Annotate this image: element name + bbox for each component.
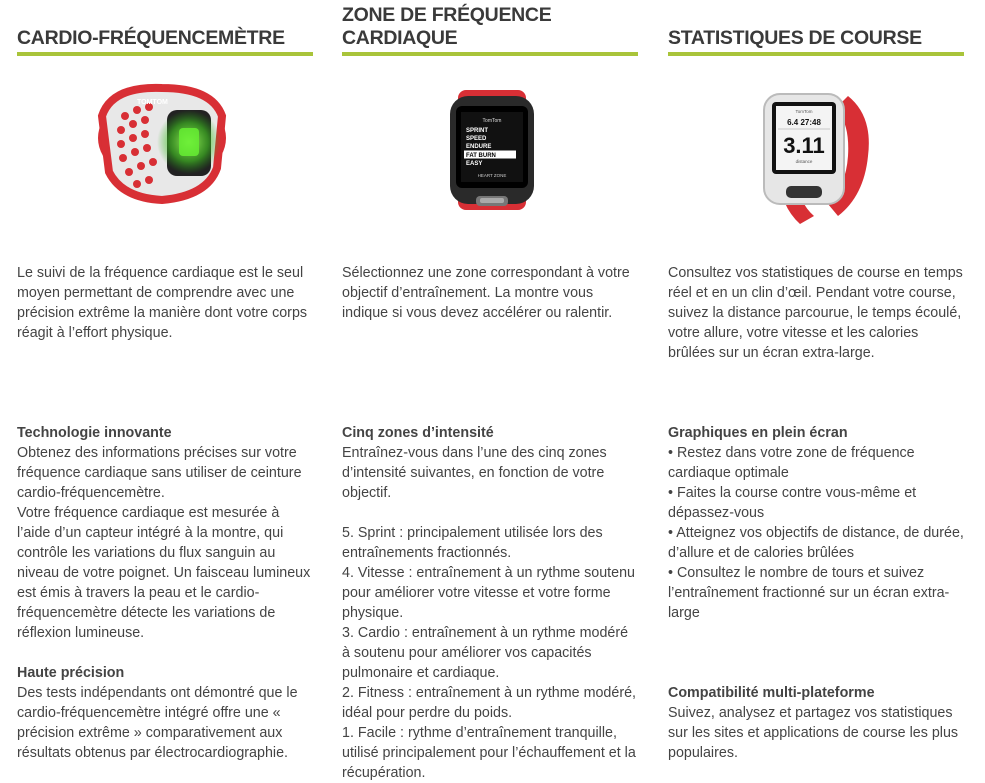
section-title: Technologie innovante — [17, 425, 172, 441]
zone-sprint: SPRINT — [466, 128, 489, 134]
section-innovative-tech — [17, 423, 313, 643]
watch3-top-readout: 6.4 27:48 — [787, 118, 821, 127]
section-line: Entraînez-vous dans l’une des cinq zones d’intensité suivantes, en fonction de votre objectif. — [342, 445, 607, 501]
section-line: Des tests indépendants ont démontré que le cardio-fréquencemètre intégré offre une « précision extrême » comparativement aux résultats obtenus par électrocardiographie. — [17, 685, 298, 761]
section-five-zones — [342, 423, 638, 783]
section-line: Obtenez des informations précises sur votre fréquence cardiaque sans utiliser de ceinture cardio-fréquencemètre. — [17, 445, 302, 501]
heading-underline — [342, 52, 638, 56]
heading-underline — [668, 52, 964, 56]
section-title: Graphiques en plein écran — [668, 425, 848, 441]
column-heading: ZONE DE FRÉQUENCE CARDIAQUE — [342, 4, 552, 49]
section-line: 5. Sprint : principalement utilisée lors des entraînements fractionnés. — [342, 525, 603, 561]
section-line: • Faites la course contre vous-même et dépassez-vous — [668, 485, 917, 521]
watch3-brand: TomTom — [795, 109, 813, 114]
watch2-footer: HEART ZONE — [477, 173, 507, 178]
section-line: 1. Facile : rythme d’entraînement tranquille, utilisé principalement pour l’échauffement et la récupération. — [342, 725, 636, 781]
section-high-precision — [17, 663, 313, 763]
section-line: Votre fréquence cardiaque est mesurée à l’aide d’un capteur intégré à la montre, qui contrôle les variations du flux sanguin au niveau de votre poignet. Un faisceau lumineux est émis à travers la peau et le cardio-fréquencemètre détecte les variations de réflexion lumineuse. — [17, 505, 311, 641]
watch2-brand: TomTom — [482, 118, 502, 124]
column-intro: Consultez vos statistiques de course en temps réel et en un clin d’œil. Pendant votre course, suivez la distance parcourue, le temps écoulé, votre allure, votre vitesse et les calories brûlées sur un écran extra-large. — [668, 265, 963, 361]
section-line: 4. Vitesse : entraînement à un rythme soutenu pour améliorer votre vitesse et votre forme physique. — [342, 565, 635, 621]
watch3-big-readout: 3.11 — [783, 133, 825, 158]
section-line: • Consultez le nombre de tours et suivez l’entraînement fractionné sur un écran extra-large — [668, 565, 950, 621]
watch3-unit: distance — [795, 159, 813, 164]
section-title: Cinq zones d’intensité — [342, 425, 494, 441]
watch-image-stats — [668, 76, 964, 236]
section-line: • Atteignez vos objectifs de distance, de durée, d’allure et de calories brûlées — [668, 525, 964, 561]
section-line: • Restez dans votre zone de fréquence cardiaque optimale — [668, 445, 915, 481]
watch-image-sensor — [17, 76, 313, 236]
zone-fat-burn: FAT BURN — [466, 153, 496, 159]
column-intro: Le suivi de la fréquence cardiaque est le seul moyen permettant de comprendre avec une précision extrême la manière dont votre corps réagit à l’effort physique. — [17, 265, 308, 341]
column-intro: Sélectionnez une zone correspondant à votre objectif d’entraînement. La montre vous indique si vous devez accélérer ou ralentir. — [342, 265, 630, 321]
heading-underline — [17, 52, 313, 56]
watch-image-zones — [342, 76, 638, 236]
watch1-brand: TOMTOM — [137, 99, 168, 106]
section-multi-platform — [668, 683, 964, 763]
zone-speed: SPEED — [466, 136, 487, 142]
column-heading: STATISTIQUES DE COURSE — [668, 27, 922, 49]
section-title: Haute précision — [17, 665, 125, 681]
section-line: 3. Cardio : entraînement à un rythme modéré à soutenu pour améliorer vos capacités pulmonaire et cardiaque. — [342, 625, 629, 681]
zone-easy: EASY — [466, 161, 483, 167]
zone-endure: ENDURE — [466, 144, 492, 150]
section-line: Suivez, analysez et partagez vos statistiques sur les sites et applications de course les plus populaires. — [668, 705, 959, 761]
section-line: 2. Fitness : entraînement à un rythme modéré, idéal pour perdre du poids. — [342, 685, 637, 721]
section-full-screen-graphs — [668, 423, 964, 623]
column-heading: CARDIO-FRÉQUENCEMÈTRE — [17, 27, 285, 49]
section-title: Compatibilité multi-plateforme — [668, 685, 875, 701]
